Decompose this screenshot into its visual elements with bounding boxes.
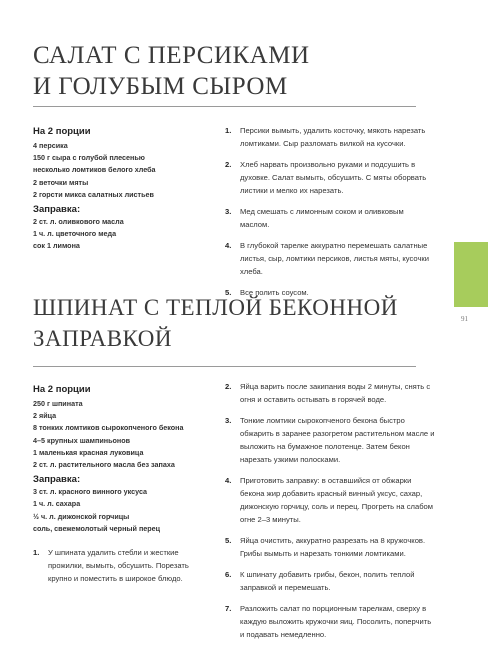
step bbox=[225, 474, 435, 526]
dressing-ingredient: 3 ст. л. красного винного уксуса bbox=[33, 487, 148, 497]
ingredient: 1 маленькая красная луковица bbox=[33, 447, 144, 457]
portions-label: На 2 порции bbox=[33, 384, 91, 395]
title-line: ШПИНАТ С ТЕПЛОЙ БЕКОННОЙ bbox=[33, 295, 398, 320]
section-tab-marker bbox=[454, 242, 488, 307]
step-text: Все полить соусом. bbox=[240, 288, 309, 297]
step-text: Тонкие ломтики сырокопченого бекона быстро обжарить в заранее разогретом растительном масле и выложить на бумажное полотенце. Затем бекон нарезать узкими полосками. bbox=[240, 416, 435, 464]
step-number: 2. bbox=[225, 382, 232, 391]
dressing-ingredient: ½ ч. л. дижонской горчицы bbox=[33, 511, 130, 521]
ingredient: 2 яйца bbox=[33, 411, 57, 421]
step bbox=[225, 239, 435, 278]
ingredient: 2 веточки мяты bbox=[33, 177, 89, 187]
step-number: 2. bbox=[225, 160, 232, 169]
ingredients-list bbox=[33, 383, 213, 535]
divider bbox=[33, 106, 416, 107]
step-number: 1. bbox=[33, 548, 40, 557]
step-text: Яйца варить после закипания воды 2 минуты, снять с огня и оставить остывать в горячей воде. bbox=[240, 382, 431, 404]
ingredient: несколько ломтиков белого хлеба bbox=[33, 165, 156, 175]
ingredient: 2 горсти микса салатных листьев bbox=[33, 189, 154, 199]
step bbox=[225, 158, 435, 197]
step bbox=[225, 602, 435, 641]
title-line: САЛАТ С ПЕРСИКАМИ bbox=[33, 42, 310, 69]
dressing-ingredient: 2 ст. л. оливкового масла bbox=[33, 217, 124, 227]
step bbox=[225, 380, 435, 406]
steps-list bbox=[225, 380, 435, 649]
step-text: Хлеб нарвать произвольно руками и подсушить в духовке. Салат вымыть, обсушить. С мяты оборвать листики и мелко их нарезать. bbox=[240, 160, 427, 195]
step-number: 4. bbox=[225, 476, 232, 485]
step bbox=[33, 546, 213, 585]
step-number: 6. bbox=[225, 570, 232, 579]
dressing-ingredient: 1 ч. л. сахара bbox=[33, 499, 81, 509]
step-text: У шпината удалить стебли и жесткие прожилки, вымыть, обсушить. Порезать крупно и поместить в широкое блюдо. bbox=[48, 548, 189, 583]
step-text: Персики вымыть, удалить косточку, мякоть нарезать ломтиками. Сыр разломать вилкой на кусочки. bbox=[240, 126, 426, 148]
step bbox=[225, 414, 435, 466]
step-number: 5. bbox=[225, 536, 232, 545]
step bbox=[225, 205, 435, 231]
ingredient: 150 г сыра с голубой плесенью bbox=[33, 153, 145, 163]
recipe-title-peach-salad bbox=[33, 40, 310, 102]
step-text: Мед смешать с лимонным соком и оливковым маслом. bbox=[240, 207, 404, 229]
step-text: Разложить салат по порционным тарелкам, сверху в каждую выложить кружочки яиц. Посолить, поперчить и подавать немедленно. bbox=[240, 604, 432, 639]
dressing-label: Заправка: bbox=[33, 474, 81, 486]
step-text: Приготовить заправку: в оставшийся от обжарки бекона жир добавить красный винный уксус, сахар, дижонскую горчицу, соль и перец. Прогреть на слабом огне 2–3 минуты. bbox=[240, 476, 433, 524]
step-number: 7. bbox=[225, 604, 232, 613]
step-text: К шпинату добавить грибы, бекон, полить теплой заправкой и перемешать. bbox=[240, 570, 415, 592]
step-number: 5. bbox=[225, 288, 232, 297]
ingredient: 250 г шпината bbox=[33, 399, 83, 408]
page-number: 91 bbox=[461, 315, 468, 323]
step bbox=[225, 568, 435, 594]
dressing-ingredient: соль, свежемолотый черный перец bbox=[33, 523, 161, 533]
step-number: 1. bbox=[225, 126, 232, 135]
dressing-ingredient: 1 ч. л. цветочного меда bbox=[33, 229, 117, 239]
title-line: ЗАПРАВКОЙ bbox=[33, 326, 173, 351]
step bbox=[225, 124, 435, 150]
ingredient: 4–5 крупных шампиньонов bbox=[33, 435, 131, 445]
ingredient: 8 тонких ломтиков сырокопченого бекона bbox=[33, 423, 184, 433]
dressing-ingredient: сок 1 лимона bbox=[33, 241, 80, 251]
title-line: И ГОЛУБЫМ СЫРОМ bbox=[33, 73, 288, 100]
step bbox=[225, 534, 435, 560]
ingredients-list bbox=[33, 125, 213, 253]
divider bbox=[33, 366, 416, 367]
ingredient: 2 ст. л. растительного масла без запаха bbox=[33, 460, 175, 470]
steps-list bbox=[225, 124, 435, 307]
steps-list bbox=[33, 546, 213, 593]
step-text: Яйца очистить, аккуратно разрезать на 8 кружочков. Грибы вымыть и нарезать тонкими ломтиками. bbox=[240, 536, 426, 558]
portions-label: На 2 порции bbox=[33, 126, 91, 137]
step-text: В глубокой тарелке аккуратно перемешать салатные листья, сыр, ломтики персиков, листья мяты, кусочки хлеба. bbox=[240, 241, 429, 276]
step-number: 3. bbox=[225, 207, 232, 216]
step-number: 3. bbox=[225, 416, 232, 425]
ingredient: 4 персика bbox=[33, 141, 68, 150]
recipe-title-spinach-salad bbox=[33, 292, 398, 354]
step-number: 4. bbox=[225, 241, 232, 250]
dressing-label: Заправка: bbox=[33, 204, 81, 216]
